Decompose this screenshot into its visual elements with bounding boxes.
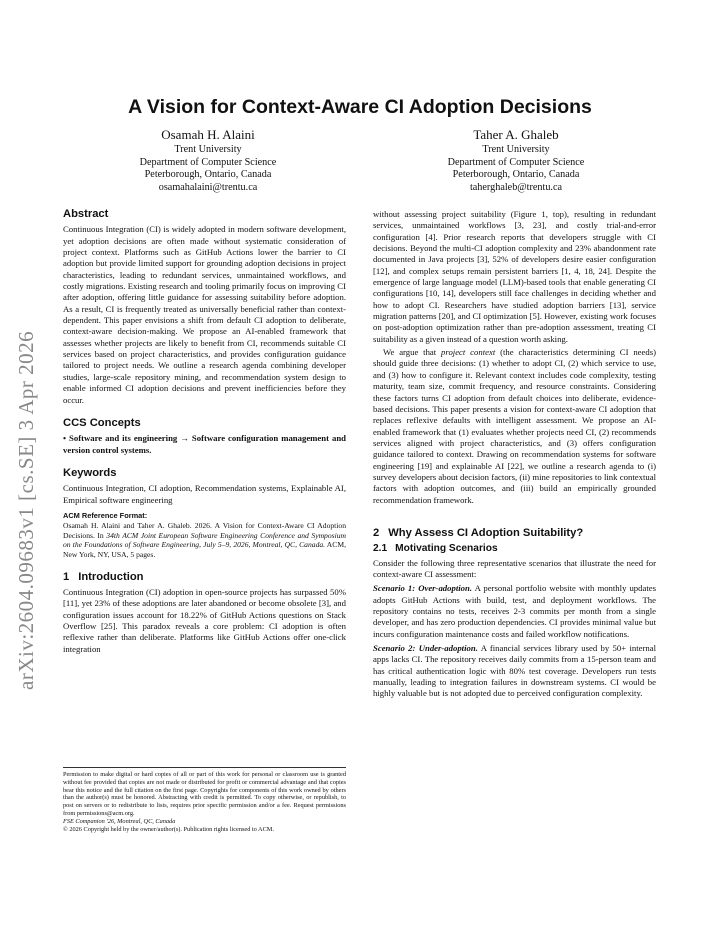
scenario-2 xyxy=(373,643,656,700)
footnote-venue: FSE Companion '26, Montreal, QC, Canada xyxy=(63,817,176,825)
scenario-2-text: A financial services library used by 50+ internal apps lacks CI. The repository receives daily commits from a 15-person team and has critical authentication logic with 80% test coverage. Developers run tests manually, leading to integration failures in downstream systems. CI would be highly valuable but is not adopted due to perceived configuration complexity. xyxy=(373,643,656,699)
intro-heading xyxy=(63,572,346,583)
author-2 xyxy=(371,127,661,194)
left-column xyxy=(63,209,346,655)
acm-reference-text xyxy=(63,521,346,559)
author-affiliation: Trent University xyxy=(174,144,242,155)
scenario-2-title: Scenario 2: Under-adoption. xyxy=(373,643,478,654)
acm-reference-venue: 34th ACM Joint European Software Engineering Conference and Symposium on the Foundations of Software Engineering, July 5–9, 2026, Montreal, QC, Canada. xyxy=(63,530,346,550)
author-department: Department of Computer Science xyxy=(447,156,585,168)
author-affiliation: Trent University xyxy=(482,144,550,155)
section2-1-title: Motivating Scenarios xyxy=(395,543,498,555)
author-block xyxy=(63,127,661,194)
keywords-text: Continuous Integration, CI adoption, Recommendation systems, Explainable AI, Empirical software engineering xyxy=(63,483,346,505)
abstract-heading: Abstract xyxy=(63,208,109,220)
author-email: osamahalaini@trentu.ca xyxy=(158,181,258,193)
section2-intro: Consider the following three representative scenarios that illustrate the need for context-aware CI assessment: xyxy=(373,557,656,579)
author-name: Taher A. Ghaleb xyxy=(473,127,559,142)
scenario-1 xyxy=(373,583,656,640)
section2-heading xyxy=(373,528,656,539)
section2-1-number: 2.1 xyxy=(373,543,388,555)
author-location: Peterborough, Ontario, Canada xyxy=(452,169,580,181)
intro-p2-emphasis: project context xyxy=(441,347,496,358)
intro-paragraph-2 xyxy=(373,347,656,506)
section2-number: 2 xyxy=(373,526,380,539)
intro-paragraph-part2: without assessing project suitability (Figure 1, top), resulting in redundant services, unmaintained workflows [3, 23], and costly trial-and-error configuration [4]. Prior research reports that developers struggle with CI decisions. Beyond the multi-CI adoption complexity and 23% abandonment rate documented in Java projects [3], 52% of developers desire easier configuration [12], and complex setups remain persistent barriers [1, 4, 18, 24]. Despite the emergence of large language model (LLM)-based tools that enable generating CI configurations [10, 14], developers still face challenges in deciding whether and how to adopt CI. Researchers have studied adoption barriers [13], service migration patterns [20], and CI optimization [5]. However, existing work focuses on post-adoption optimization rather than pre-adoption assessment, treating CI suitability as a given instead of a question worth asking. xyxy=(373,209,656,344)
acm-reference-authors: Osamah H. Alaini and Taher A. Ghaleb. 2026. A Vision for Context-Aware CI Adoption Decisions. In xyxy=(63,521,346,540)
intro-number: 1 xyxy=(63,570,70,583)
author-email: taherghaleb@trentu.ca xyxy=(469,181,563,193)
acm-reference-tail: ACM, New York, NY, USA, 5 pages. xyxy=(63,540,346,560)
section2-1-heading xyxy=(373,543,656,554)
intro-paragraph-part1: Continuous Integration (CI) adoption in open-source projects has surpassed 50% [11], yet 23% of these adoptions are later abandoned or become obsolete [3], and configuration issues account for 18.22% of GitHub Actions questions on Stack Overflow [25]. This paradox reveals a core problem: CI adoption is often reflexive rather than deliberate. Platforms like GitHub Actions offer one-click integration xyxy=(63,586,346,654)
paper-title: A Vision for Context-Aware CI Adoption Decisions xyxy=(128,96,592,118)
intro-p2-before: We argue that xyxy=(383,347,442,358)
ccs-text: • Software and its engineering → Software configuration management and version control systems. xyxy=(63,433,346,455)
intro-p2-after: (the characteristics determining CI needs) should guide three decisions: (1) whether to adopt CI, (2) which service to use, and (3) how to configure it. Relevant context includes code complexity, testing maturity, team size, commit frequency, and resource constraints. Considering these factors turns CI adoption from default choices into deliberate, evidence-based decisions. This paper presents a vision for context-aware CI adoption that replaces reflexive defaults with intelligent assessment. We propose an AI-enabled framework that (1) evaluates whether projects need CI, (2) recommends services aligned with project characteristics, and (3) offers configuration guidance tailored to context. Drawing on recommendation systems for software engineering [19] and explainable AI [22], we outline a research agenda to (i) survey developers about decision factors, (ii) mine repositories to link contextual factors with adoption outcomes, and (iii) build an empirically grounded recommendation framework. xyxy=(373,347,656,505)
arxiv-stamp-text: arXiv:2604.09683v1 [cs.SE] 3 Apr 2026 xyxy=(14,330,38,690)
permission-footnote xyxy=(63,767,346,833)
abstract-text: Continuous Integration (CI) is widely adopted in modern software development, yet adoption decisions are often made without systematic consideration of project context. Platforms such as GitHub Actions lower the barrier to CI adoption but provide limited support for grounding adoption decisions in project characteristics, leading to redundant services, unmaintained workflows, and costly migrations. Existing research and tooling primarily focus on improving CI after adoption, offering little guidance for assessing suitability before adoption. As a result, CI is frequently treated as universally beneficial rather than context-dependent. This paper envisions a shift from default CI adoption to deliberate, context-aware decision-making. We propose an AI-enabled framework that assesses whether projects are likely to benefit from CI, recommends suitable CI services based on project characteristics, and provides configuration guidance tailored to project needs. We outline a research agenda combining developer studies, large-scale repository mining, and recommendation system design to enable informed CI adoption decisions and prevent inefficiencies before they occur. xyxy=(63,224,346,405)
scenario-1-title: Scenario 1: Over-adoption. xyxy=(373,583,473,594)
intro-title: Introduction xyxy=(78,570,144,583)
ccs-heading: CCS Concepts xyxy=(63,416,141,429)
author-1 xyxy=(63,127,353,194)
footnote-copyright: © 2026 Copyright held by the owner/author(s). Publication rights licensed to ACM. xyxy=(63,825,274,833)
scenario-1-text: A personal portfolio website with monthly updates adopts GitHub Actions with build, test, and deployment workflows. The repository contains no tests, receives 2-3 commits per month from a single developer, and has zero production dependencies. CI provides minimal value but incurs configuration maintenance costs and failed workflow notifications. xyxy=(373,583,656,639)
section2-title: Why Assess CI Adoption Suitability? xyxy=(388,526,584,539)
author-location: Peterborough, Ontario, Canada xyxy=(144,169,272,181)
keywords-heading: Keywords xyxy=(63,466,117,479)
author-department: Department of Computer Science xyxy=(139,156,277,168)
acm-reference-label: ACM Reference Format: xyxy=(63,510,148,520)
footnote-permission: Permission to make digital or hard copies of all or part of this work for personal or classroom use is granted without fee provided that copies are not made or distributed for profit or commercial advantage and that copies bear this notice and the full citation on the first page. Copyrights for components of this work owned by others than the author(s) must be honored. Abstracting with credit is permitted. To copy otherwise, or republish, to post on servers or to redistribute to lists, requires prior specific permission and/or a fee. Request permissions from permissions@acm.org. xyxy=(63,771,346,817)
author-name: Osamah H. Alaini xyxy=(161,127,255,142)
right-column xyxy=(373,209,656,700)
